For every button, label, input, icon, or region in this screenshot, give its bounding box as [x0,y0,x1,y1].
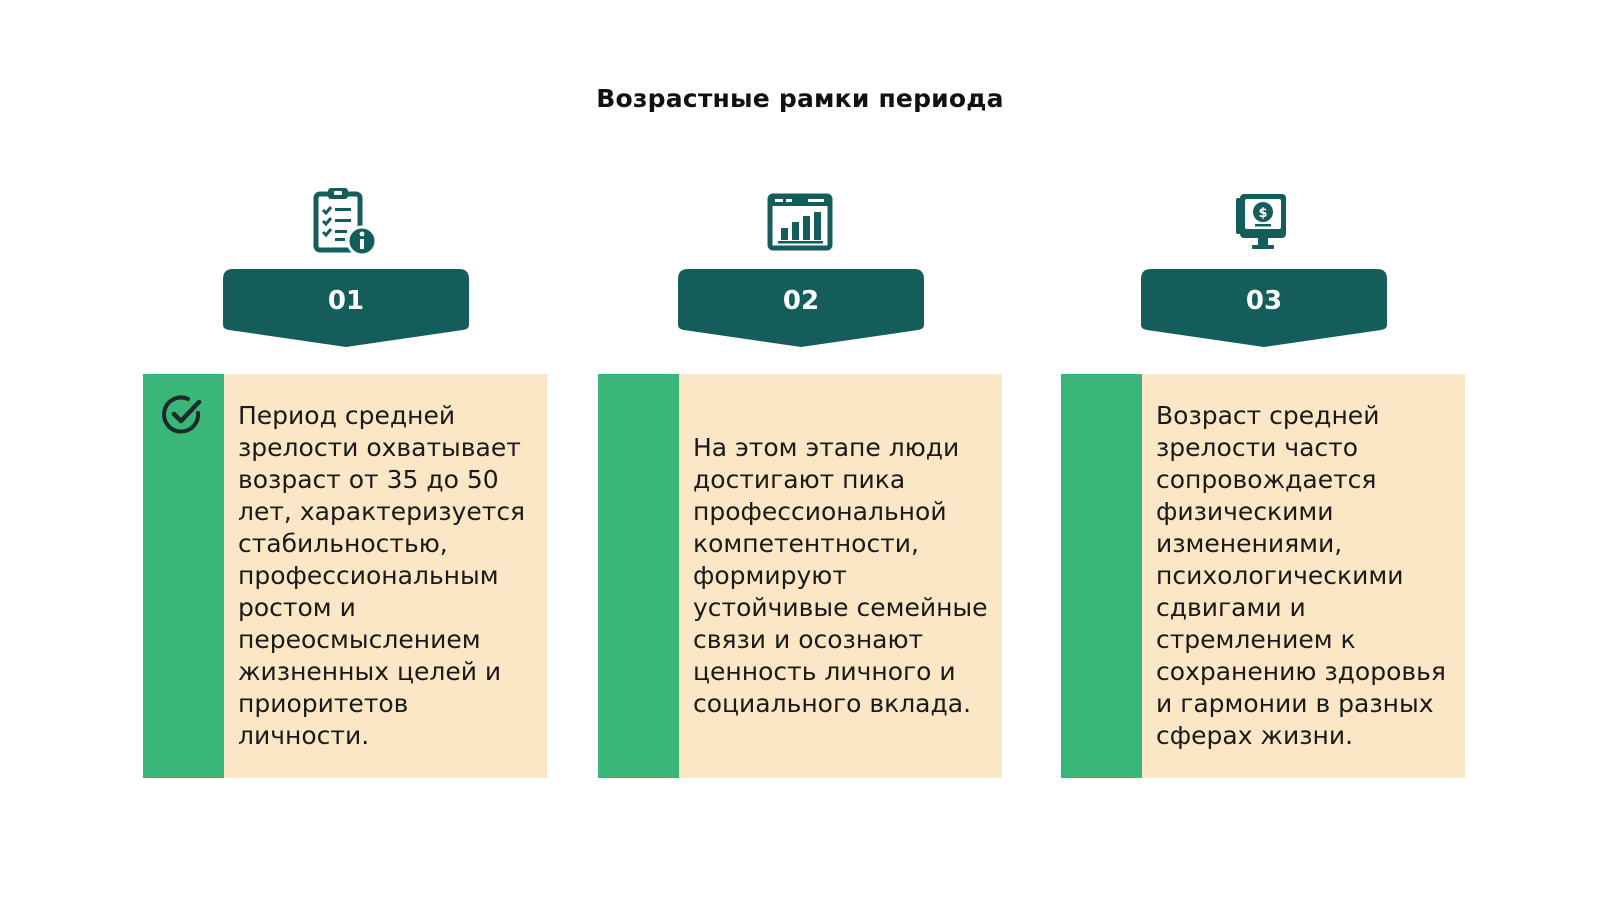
step-number: 01 [327,286,365,316]
card-body [679,374,1002,778]
card-stripe [1061,374,1142,778]
step-badge [223,269,469,347]
column-3 [1061,0,1465,900]
info-card [1061,374,1465,778]
card-stripe [143,374,224,778]
clipboard-checklist-info-icon [310,186,380,256]
svg-text:$: $ [1258,206,1268,221]
info-card [143,374,547,778]
check-circle-icon [161,393,205,437]
card-body [1142,374,1465,778]
step-number: 03 [1245,286,1283,316]
card-text: Возраст средней зрелости часто сопровождается физическими изменениями, психологическими сдвигами и стремлением к сохранению здоровья и гармонии в разных сферах жизни. [1156,401,1446,750]
info-card [598,374,1002,778]
step-badge [678,269,924,347]
page-title: Возрастные рамки периода [596,84,1004,113]
step-badge [1141,269,1387,347]
analytics-dashboard-icon [765,186,835,256]
card-stripe [598,374,679,778]
column-2 [598,0,1002,900]
monitor-dollar-icon [1228,186,1298,256]
column-1 [143,0,547,900]
step-number: 02 [782,286,820,316]
card-text: Период средней зрелости охватывает возраст от 35 до 50 лет, характеризуется стабильностью, профессиональным ростом и переосмыслением жизненных целей и приоритетов личности. [238,401,526,750]
card-text: На этом этапе люди достигают пика профессиональной компетентности, формируют устойчивые семейные связи и осознают ценность личного и социального вклада. [693,433,988,718]
card-body [224,374,547,778]
